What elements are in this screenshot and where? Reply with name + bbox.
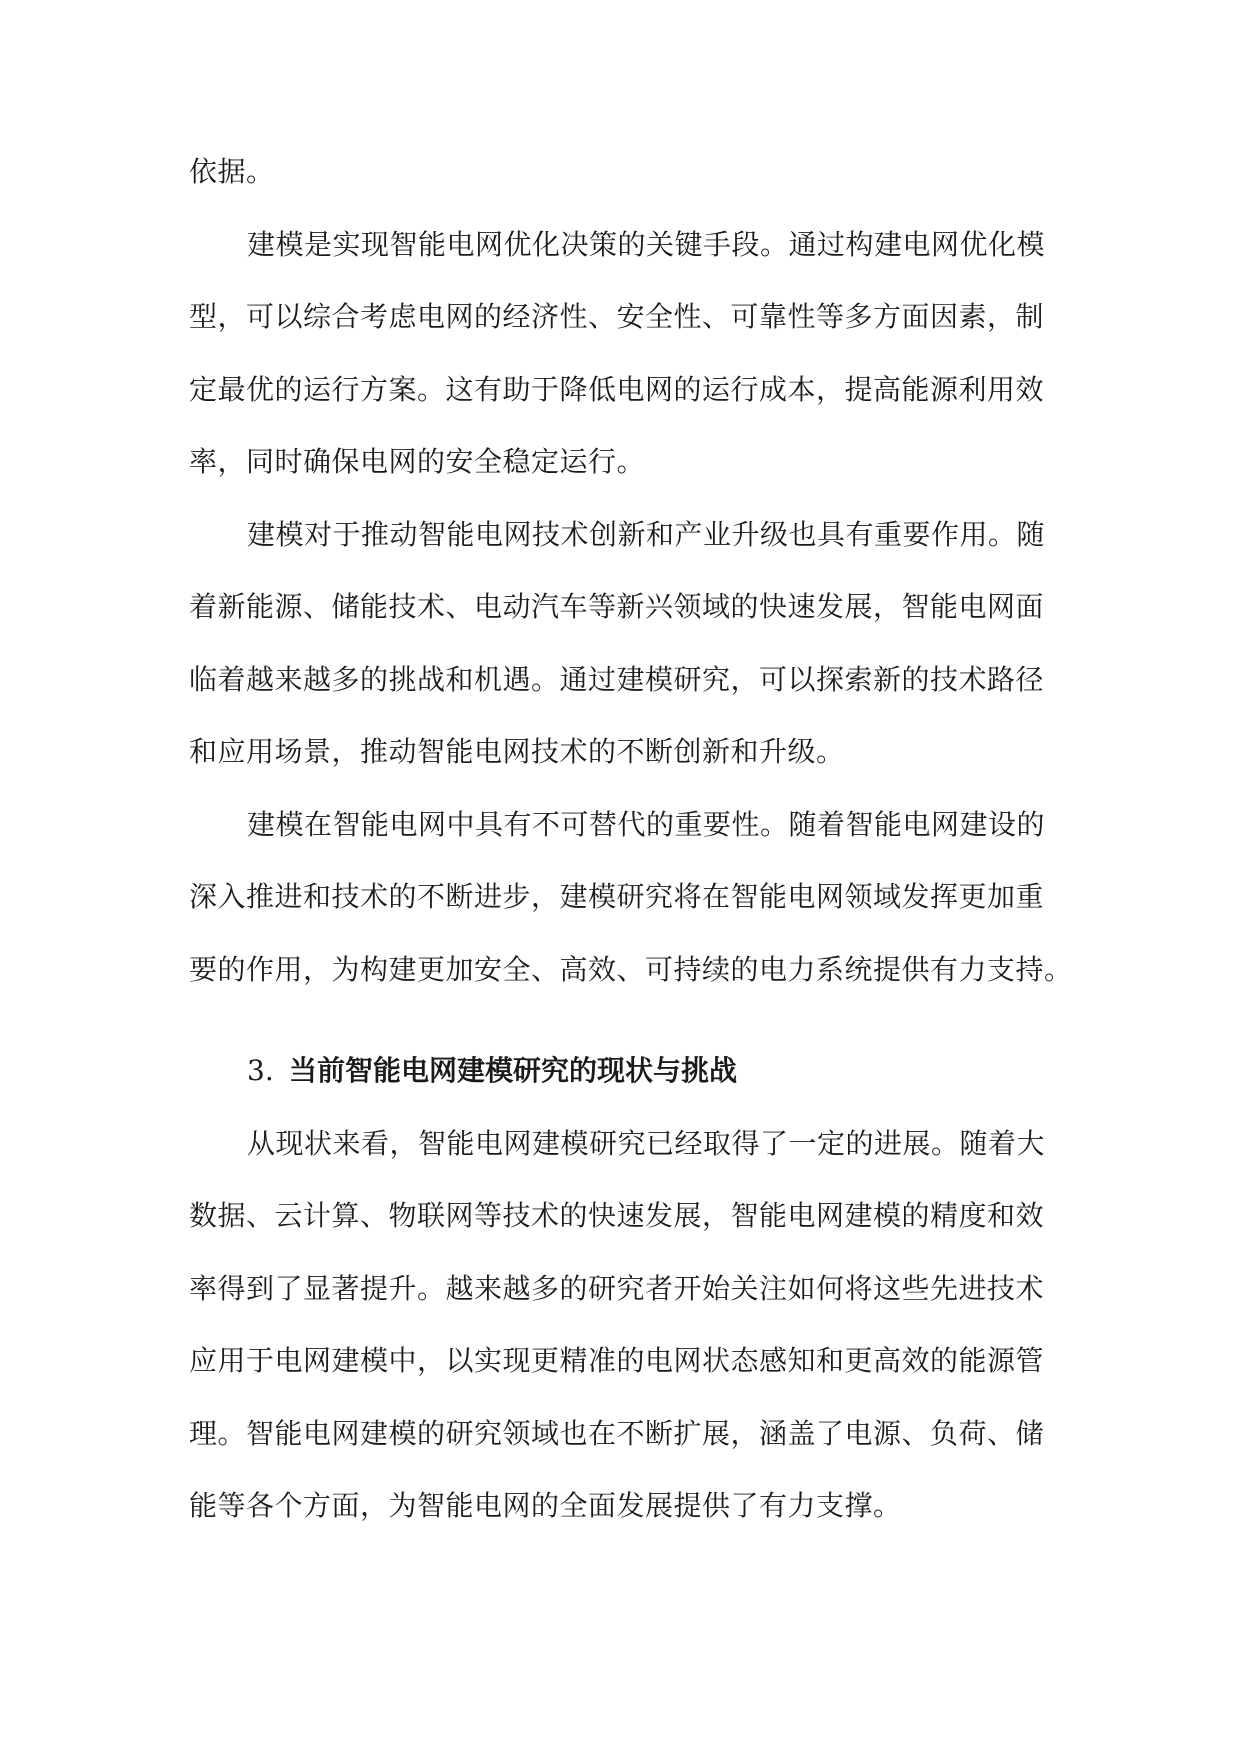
text-column [189,136,1073,1543]
paragraph-line: 建模对于推动智能电网技术创新和产业升级也具有重要作用。随 [247,517,1046,551]
paragraph-line: 应用于电网建模中，以实现更精准的电网状态感知和更高效的能源管 [189,1344,1045,1377]
paragraph [189,499,1051,789]
paragraph-line: 建模在智能电网中具有不可替代的重要性。随着智能电网建设的 [247,807,1046,841]
paragraph-line: 型，可以综合考虑电网的经济性、安全性、可靠性等多方面因素，制 [189,300,1045,333]
paragraph [189,136,1051,209]
paragraph [189,209,1051,499]
section-heading [189,1035,1051,1108]
paragraph [189,1108,1051,1543]
paragraph-line: 着新能源、储能技术、电动汽车等新兴领域的快速发展，智能电网面 [189,590,1045,623]
paragraph-line: 定最优的运行方案。这有助于降低电网的运行成本，提高能源利用效 [189,372,1045,406]
paragraph [189,789,1073,1007]
section-number: 3. [247,1054,274,1087]
paragraph-line: 率得到了显著提升。越来越多的研究者开始关注如何将这些先进技术 [189,1271,1045,1305]
paragraph-line: 建模是实现智能电网优化决策的关键手段。通过构建电网优化模 [247,227,1046,261]
paragraph-line: 理。智能电网建模的研究领域也在不断扩展，涵盖了电源、负荷、储 [189,1416,1045,1450]
section-title: 当前智能电网建模研究的现状与挑战 [289,1054,738,1087]
paragraph-line: 率，同时确保电网的安全稳定运行。 [189,445,646,478]
paragraph-line: 依据。 [189,155,275,188]
paragraph-line: 数据、云计算、物联网等技术的快速发展，智能电网建模的精度和效 [189,1199,1045,1232]
paragraph-line: 能等各个方面，为智能电网的全面发展提供了有力支撑。 [189,1489,902,1522]
paragraph-line: 和应用场景，推动智能电网技术的不断创新和升级。 [189,735,845,768]
paragraph-line: 要的作用，为构建更加安全、高效、可持续的电力系统提供有力支持。 [189,952,1073,986]
paragraph-line: 深入推进和技术的不断进步，建模研究将在智能电网领域发挥更加重 [189,880,1045,913]
paragraph-line: 从现状来看，智能电网建模研究已经取得了一定的进展。随着大 [247,1126,1046,1160]
paragraph-line: 临着越来越多的挑战和机遇。通过建模研究，可以探索新的技术路径 [189,662,1045,696]
